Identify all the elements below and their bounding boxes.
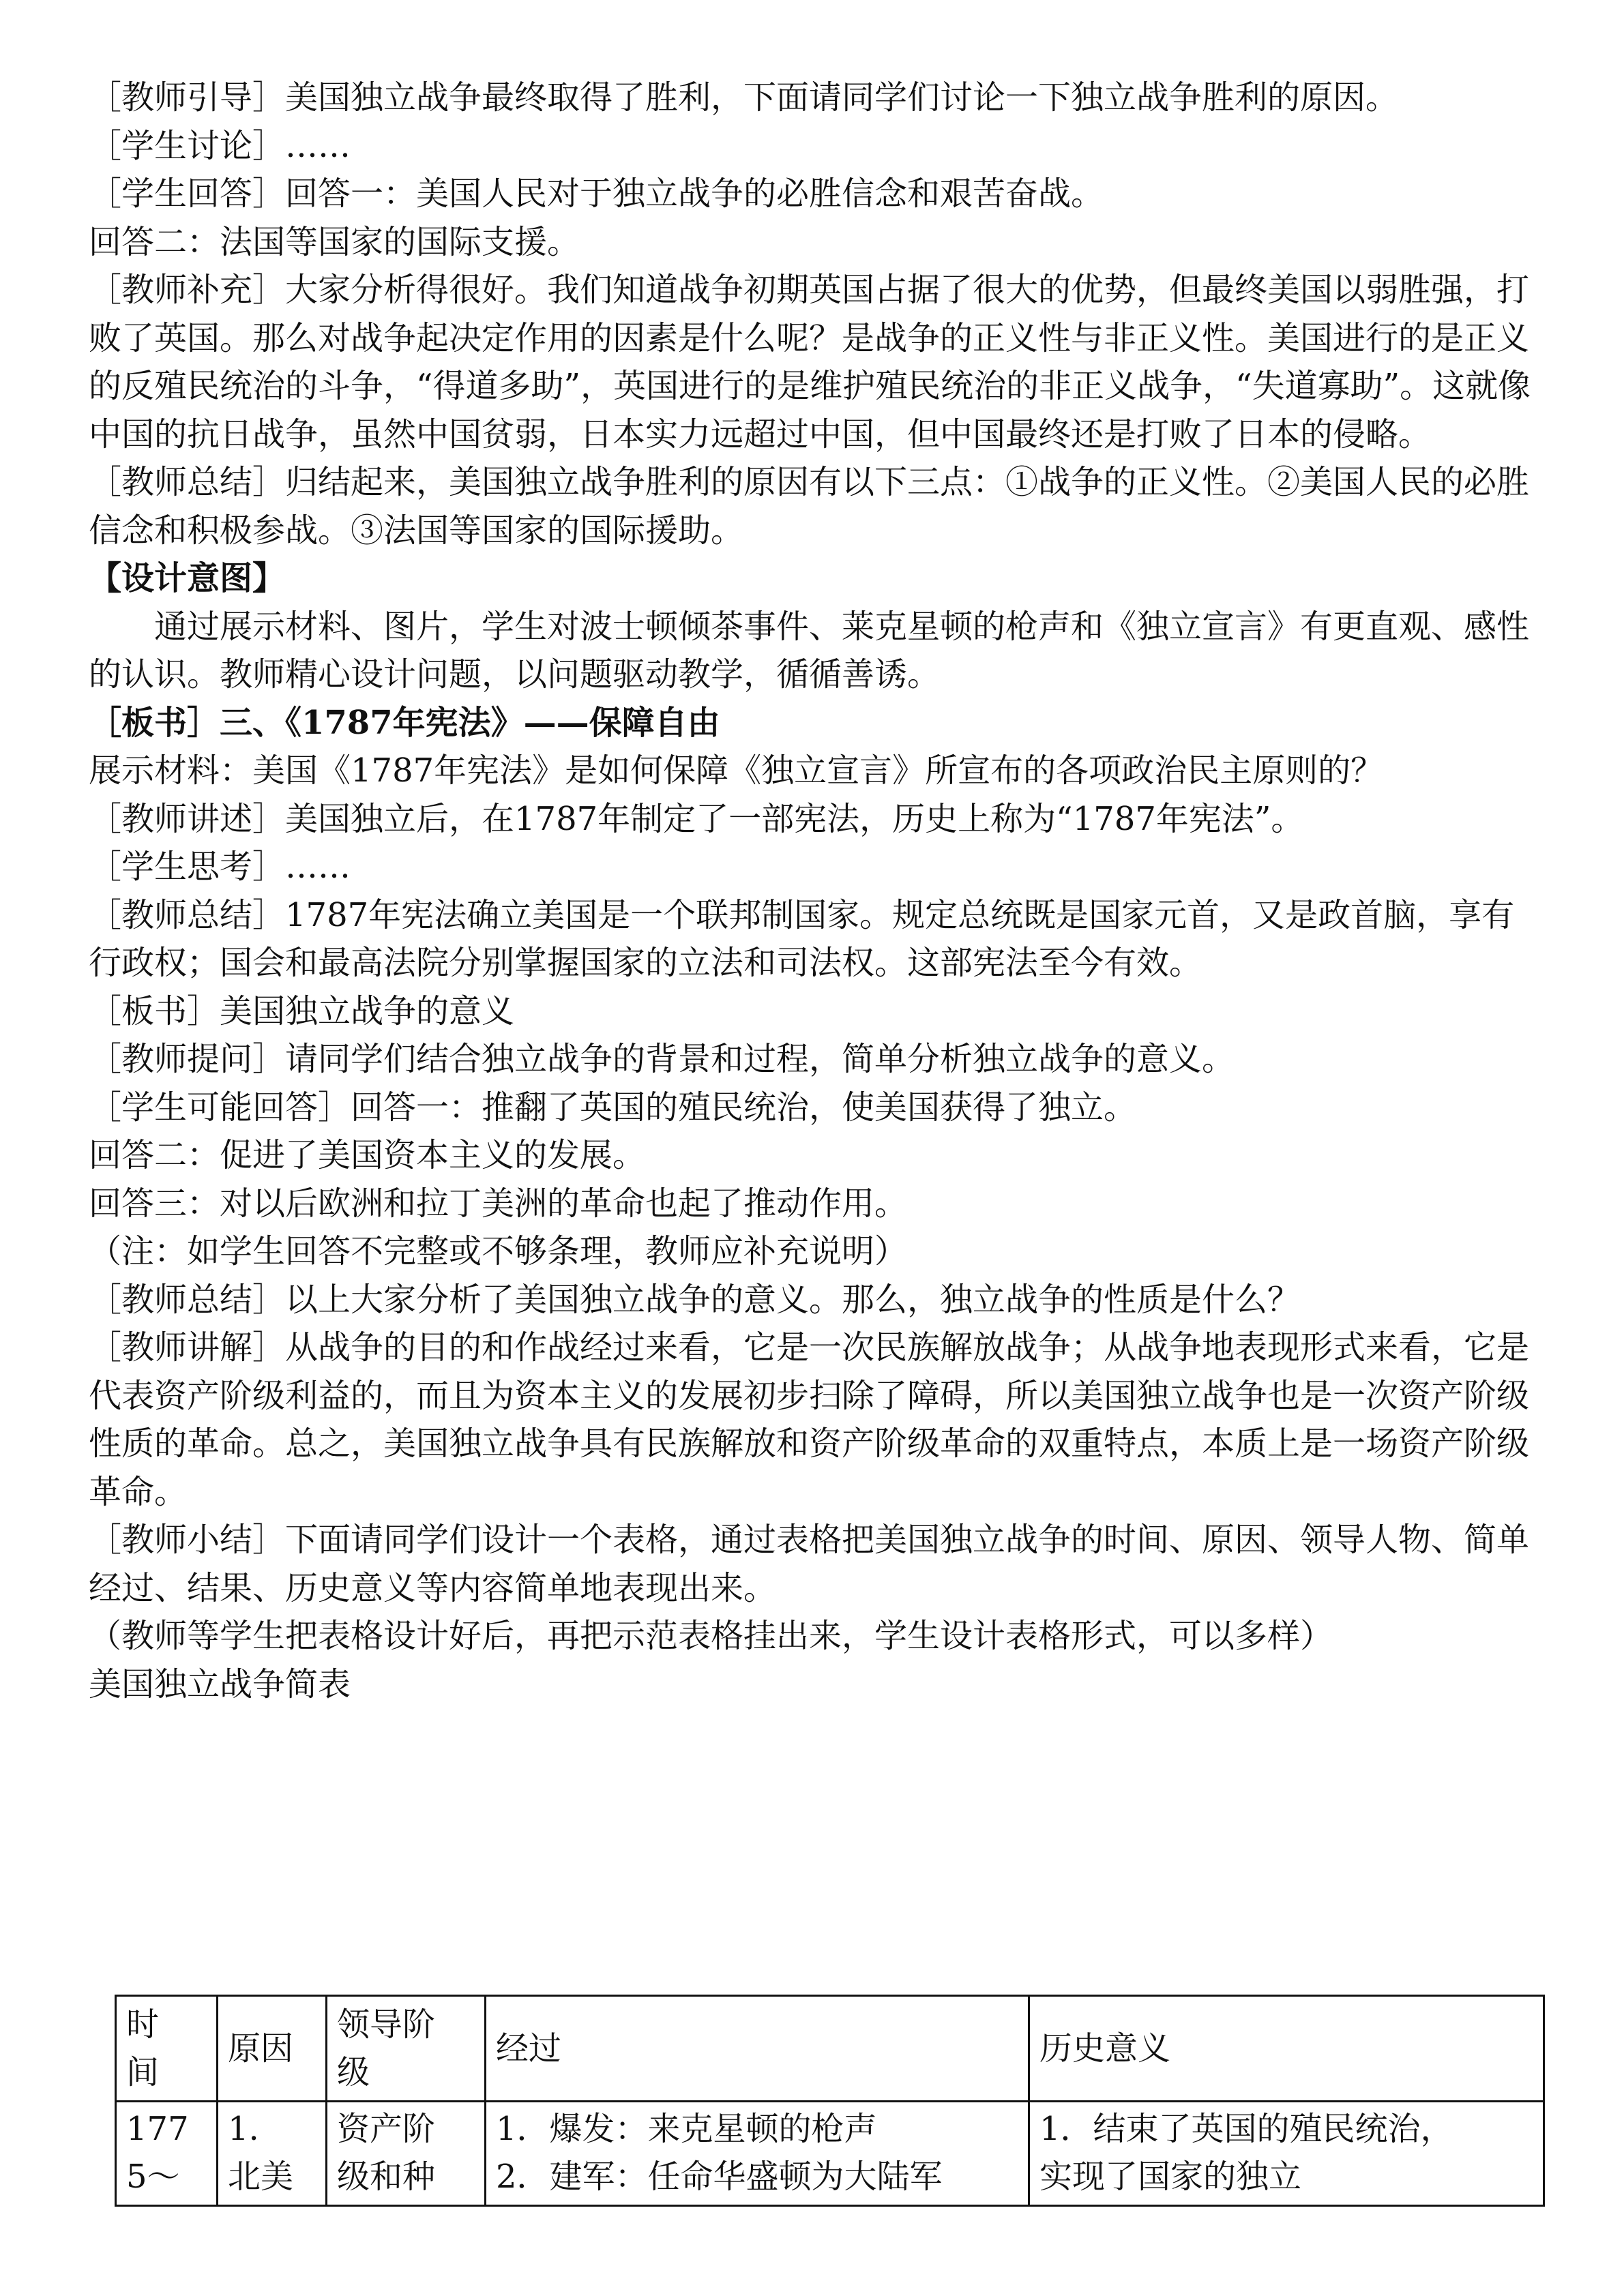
table-title: 美国独立战争简表: [89, 1665, 351, 1703]
paragraph: ［教师总结］1787年宪法确立美国是一个联邦制国家。规定总统既是国家元首，又是政首脑，享有行政权；国会和最高法院分别掌握国家的立法和司法权。这部宪法至今有效。: [89, 895, 1515, 982]
paragraph: ［学生思考］……: [89, 848, 351, 886]
paragraph: ［学生可能回答］回答一：推翻了英国的殖民统治，使美国获得了独立。: [89, 1088, 1137, 1127]
cell-line: 1．结束了英国的殖民统治，: [1039, 2110, 1453, 2148]
table-cell: [327, 2102, 486, 2206]
header-cell-process: [486, 1996, 1029, 2102]
cell-line: 1．爆发：来克星顿的枪声: [496, 2110, 877, 2148]
paragraph: （注：如学生回答不完整或不够条理，教师应补充说明）: [89, 1232, 908, 1270]
cell-line: 级: [337, 2053, 370, 2091]
paragraph: ［学生讨论］……: [89, 126, 351, 165]
table-row: [116, 2102, 1544, 2206]
cell-line: 级和种: [337, 2158, 436, 2196]
paragraph: 展示材料：美国《1787年宪法》是如何保障《独立宣言》所宣布的各项政治民主原则的？: [89, 751, 1384, 790]
paragraph: ［教师总结］归结起来，美国独立战争胜利的原因有以下三点：①战争的正义性。②美国人民的必胜信念和积极参战。③法国等国家的国际援助。: [89, 463, 1530, 550]
table-cell: [218, 2102, 327, 2206]
paragraph: ［板书］美国独立战争的意义: [89, 992, 515, 1030]
cell-line: 资产阶: [337, 2110, 436, 2148]
cell-line: 1.: [228, 2110, 259, 2148]
paragraph: ［教师总结］以上大家分析了美国独立战争的意义。那么，独立战争的性质是什么？: [89, 1280, 1301, 1319]
paragraph: ［教师讲解］从战争的目的和作战经过来看，它是一次民族解放战争；从战争地表现形式来看，它是代表资产阶级利益的，而且为资本主义的发展初步扫除了障碍，所以美国独立战争也是一次资产阶级性质的革命。总之，美国独立战争具有民族解放和资产阶级革命的双重特点，本质上是一场资产阶级革命。: [89, 1328, 1530, 1511]
header-cell-leading-class: [327, 1996, 486, 2102]
paragraph: 回答三：对以后欧洲和拉丁美洲的革命也起了推动作用。: [89, 1184, 908, 1223]
paragraph: ［教师讲述］美国独立后，在1787年制定了一部宪法，历史上称为“1787年宪法”。: [89, 799, 1304, 838]
cell-line: 原因: [228, 2029, 294, 2068]
design-intent-heading: 【设计意图】: [89, 559, 286, 597]
document-body: [89, 74, 1541, 1708]
header-cell-significance: [1029, 1996, 1544, 2102]
cell-line: 177: [126, 2110, 189, 2148]
header-cell-time: [116, 1996, 218, 2102]
design-intent-text: 通过展示材料、图片，学生对波士顿倾茶事件、莱克星顿的枪声和《独立宣言》有更直观、感性的认识。教师精心设计问题，以问题驱动教学，循循善诱。: [89, 607, 1530, 694]
header-cell-cause: [218, 1996, 327, 2102]
cell-line: 领导阶: [337, 2006, 436, 2044]
paragraph: ［教师补充］大家分析得很好。我们知道战争初期英国占据了很大的优势，但最终美国以弱胜强，打败了英国。那么对战争起决定作用的因素是什么呢？是战争的正义性与非正义性。美国进行的是正义的反殖民统治的斗争，“得道多助”，英国进行的是维护殖民统治的非正义战争，“失道寡助”。这就像中国的抗日战争，虽然中国贫弱，日本实力远超过中国，但中国最终还是打败了日本的侵略。: [89, 271, 1531, 453]
paragraph: （教师等学生把表格设计好后，再把示范表格挂出来，学生设计表格形式，可以多样）: [89, 1617, 1333, 1655]
paragraph: ［学生回答］回答一：美国人民对于独立战争的必胜信念和艰苦奋战。: [89, 175, 1104, 213]
table-cell: [486, 2102, 1029, 2206]
table-cell: [1029, 2102, 1544, 2206]
paragraph: 回答二：促进了美国资本主义的发展。: [89, 1136, 646, 1174]
war-summary-table: [115, 1995, 1545, 2207]
table-cell: [116, 2102, 218, 2206]
cell-line: 历史意义: [1039, 2029, 1171, 2068]
cell-line: 间: [126, 2053, 160, 2091]
cell-line: 5～: [126, 2158, 180, 2196]
cell-line: 2．建军：任命华盛顿为大陆军: [496, 2158, 943, 2196]
board-heading-constitution: ［板书］三、《1787年宪法》——保障自由: [89, 703, 720, 742]
cell-line: 北美: [228, 2158, 294, 2196]
cell-line: 时: [126, 2006, 160, 2044]
paragraph: ［教师小结］下面请同学们设计一个表格，通过表格把美国独立战争的时间、原因、领导人物、简单经过、结果、历史意义等内容简单地表现出来。: [89, 1521, 1530, 1607]
paragraph: ［教师提问］请同学们结合独立战争的背景和过程，简单分析独立战争的意义。: [89, 1040, 1235, 1078]
cell-line: 经过: [496, 2029, 562, 2068]
paragraph: ［教师引导］美国独立战争最终取得了胜利，下面请同学们讨论一下独立战争胜利的原因。: [89, 78, 1399, 117]
cell-line: 实现了国家的独立: [1039, 2158, 1302, 2196]
paragraph: 回答二：法国等国家的国际支援。: [89, 222, 580, 261]
table-header-row: [116, 1996, 1544, 2102]
